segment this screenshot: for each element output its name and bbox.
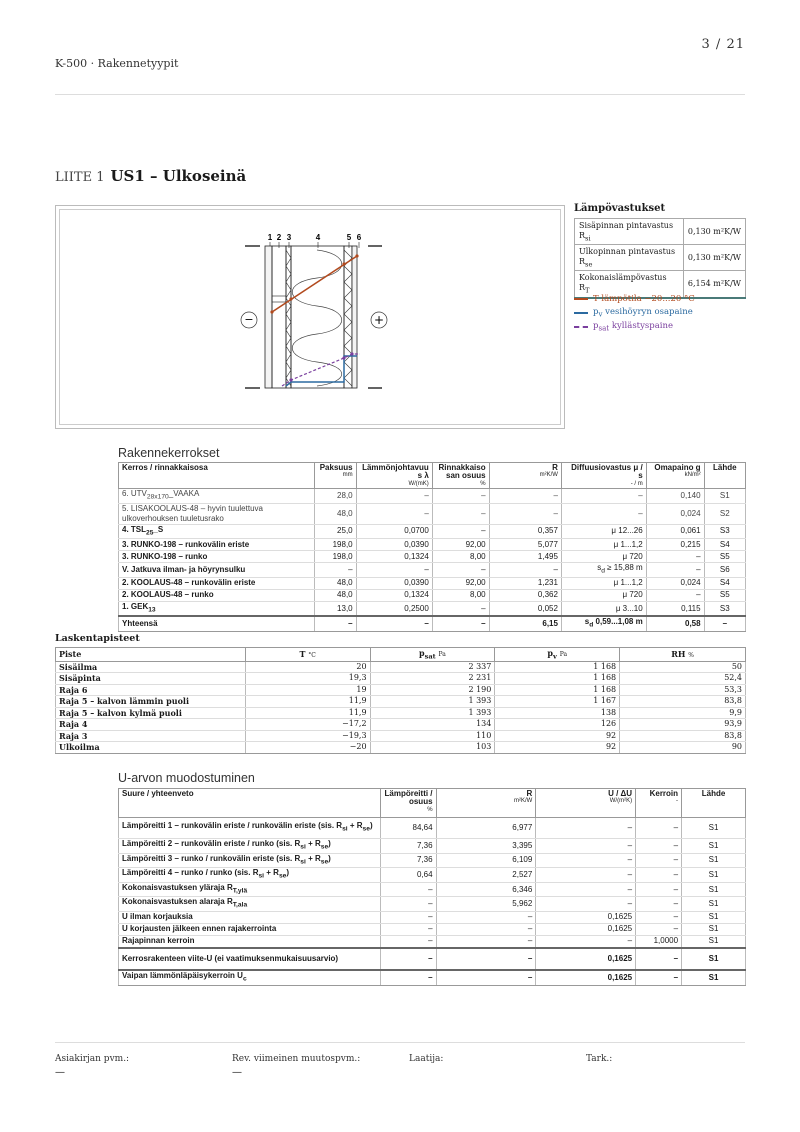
layer-row	[119, 577, 746, 589]
col-r: R m²K/W	[489, 463, 561, 489]
u-value: –	[536, 897, 636, 912]
layer-share: –	[432, 524, 489, 539]
layer-share: –	[432, 616, 489, 631]
calc-temp: −19,3	[245, 730, 370, 742]
calc-temp: −20	[245, 742, 370, 754]
layer-thickness: 28,0	[315, 489, 356, 504]
layer-diffusion: $s_d$ 0,59...1,08 m	[561, 616, 646, 631]
layer-share: 8,00	[432, 551, 489, 563]
col-coefficient: Kerroin -	[636, 789, 682, 818]
layer-row	[119, 589, 746, 601]
inside-plus-symbol: +	[373, 313, 385, 327]
u-value: 0,1625	[536, 923, 636, 935]
u-source: S1	[682, 948, 746, 970]
wall-diagram-inner-frame	[59, 209, 561, 425]
u-coefficient: –	[636, 923, 682, 935]
legend-swatch-vapour	[574, 312, 588, 314]
u-source: S1	[682, 935, 746, 948]
u-source: S1	[682, 911, 746, 923]
layer-number-4: 4	[315, 233, 321, 242]
u-value-table	[118, 788, 746, 986]
u-source: S1	[682, 818, 746, 839]
layer-row	[119, 563, 746, 578]
layer-source: S1	[704, 489, 745, 504]
u-row	[119, 818, 746, 839]
u-value: –	[536, 868, 636, 883]
col-source: Lähde	[704, 463, 745, 489]
u-path-share: –	[380, 923, 436, 935]
u-coefficient: –	[636, 868, 682, 883]
u-source: S1	[682, 970, 746, 985]
u-row	[119, 923, 746, 935]
u-row	[119, 839, 746, 854]
layer-lambda: –	[356, 503, 432, 524]
u-value: –	[536, 818, 636, 839]
layer-r: 5,077	[489, 539, 561, 551]
insulation-pattern-outer	[344, 250, 352, 386]
layer-thickness: –	[315, 563, 356, 578]
u-r: –	[436, 948, 536, 970]
calc-temp: 11,9	[245, 707, 370, 719]
u-quantity: Rajapinnan kerroin	[119, 935, 381, 948]
calc-point-name: Raja 3	[56, 730, 246, 742]
u-reference-row	[119, 948, 746, 970]
layers-table	[118, 462, 746, 632]
calc-psat: 2 337	[370, 661, 495, 673]
u-path-share: –	[380, 948, 436, 970]
u-quantity: Lämpöreitti 4 – runko / runko (sis. $R_{si} + R_{se}$)	[119, 868, 381, 883]
calc-rh: 90	[620, 742, 746, 754]
layer-share: –	[432, 503, 489, 524]
layer-name: 1. $GEK_{13}$	[119, 601, 315, 616]
calc-pv: 1 168	[495, 673, 620, 685]
footer-revision-label: Rev. viimeinen muutospvm.:	[232, 1054, 361, 1064]
layer-diffusion: μ 3...10	[561, 601, 646, 616]
layer-row	[119, 539, 746, 551]
u-row	[119, 853, 746, 868]
u-quantity: Vaipan lämmönläpäisykerroin $U_c$	[119, 970, 381, 985]
layer-lambda: 0,2500	[356, 601, 432, 616]
calc-temp: 19,3	[245, 673, 370, 685]
u-path-share: –	[380, 882, 436, 897]
layer-row	[119, 524, 746, 539]
u-path-share: 84,64	[380, 818, 436, 839]
layer-source: –	[704, 616, 745, 631]
layer-name: 2. KOOLAUS-48 – runkovälin eriste	[119, 577, 315, 589]
layer-mass: 0,140	[646, 489, 704, 504]
layer-share: 92,00	[432, 577, 489, 589]
layer-mass: 0,024	[646, 503, 704, 524]
layer-thickness: 48,0	[315, 577, 356, 589]
u-source: S1	[682, 868, 746, 883]
layer-row	[119, 551, 746, 563]
u-r: –	[436, 911, 536, 923]
u-value: –	[536, 935, 636, 948]
u-path-share: 0,64	[380, 868, 436, 883]
calc-point-row	[56, 661, 746, 673]
calc-points-title: Laskentapisteet	[55, 633, 140, 644]
resistance-value: 0,130 m²K/W	[683, 245, 745, 271]
layer-number-1: 1	[267, 233, 273, 242]
u-value: –	[536, 839, 636, 854]
u-source: S1	[682, 882, 746, 897]
calc-point-name: Sisäilma	[56, 661, 246, 673]
legend-saturation: $p_{sat}$ kyllästyspaine	[574, 320, 695, 334]
layer-mass: 0,215	[646, 539, 704, 551]
calc-point-row	[56, 673, 746, 685]
u-source: S1	[682, 923, 746, 935]
calc-pv: 126	[495, 719, 620, 731]
layer-diffusion: –	[561, 489, 646, 504]
u-path-share: 7,36	[380, 853, 436, 868]
u-coefficient: –	[636, 839, 682, 854]
layer-diffusion: μ 720	[561, 551, 646, 563]
calc-point-row	[56, 696, 746, 708]
calc-rh: 83,8	[620, 696, 746, 708]
layer-lambda: 0,0390	[356, 539, 432, 551]
calc-point-row	[56, 730, 746, 742]
calc-points-table	[55, 647, 746, 754]
layer-mass: 0,115	[646, 601, 704, 616]
layer-source: S3	[704, 601, 745, 616]
layer-number-2: 2	[276, 233, 282, 242]
layer-source: S3	[704, 524, 745, 539]
u-coefficient: –	[636, 970, 682, 985]
u-coefficient: –	[636, 911, 682, 923]
u-r: 5,962	[436, 897, 536, 912]
resistances-table	[574, 218, 746, 299]
wall-diagram-frame	[55, 205, 565, 429]
layer-diffusion: $s_d \ge 15,88$ m	[561, 563, 646, 578]
calc-pv: 92	[495, 742, 620, 754]
footer-author-label: Laatija:	[409, 1054, 444, 1064]
footer-revision-value: —	[232, 1067, 242, 1078]
layer-lambda: 0,1324	[356, 589, 432, 601]
u-quantity: Lämpöreitti 1 – runkovälin eriste / runkovälin eriste (sis. $R_{si} + R_{se}$)	[119, 818, 381, 839]
layer-total-row	[119, 616, 746, 631]
layer-mass: 0,58	[646, 616, 704, 631]
layer-share: 8,00	[432, 589, 489, 601]
u-r: –	[436, 935, 536, 948]
u-r: –	[436, 923, 536, 935]
layer-number-leaders	[270, 242, 359, 248]
layer-lambda: 0,0390	[356, 577, 432, 589]
u-coefficient: 1,0000	[636, 935, 682, 948]
layer-name: 3. RUNKO-198 – runko	[119, 551, 315, 563]
appendix-title	[55, 167, 246, 185]
layer-share: 92,00	[432, 539, 489, 551]
layer-source: S4	[704, 577, 745, 589]
col-layer: Kerros / rinnakkaisosa	[119, 463, 315, 489]
layer-row	[119, 601, 746, 616]
u-value: 0,1625	[536, 948, 636, 970]
calc-psat: 110	[370, 730, 495, 742]
col-path-share: Lämpöreitti / osuus %	[380, 789, 436, 818]
layer-number-6: 6	[356, 233, 362, 242]
u-quantity: Lämpöreitti 2 – runkovälin eriste / runko (sis. $R_{si} + R_{se}$)	[119, 839, 381, 854]
u-source: S1	[682, 839, 746, 854]
layer-mass: –	[646, 563, 704, 578]
u-path-share: –	[380, 897, 436, 912]
calc-point-name: Raja 4	[56, 719, 246, 731]
calc-rh: 50	[620, 661, 746, 673]
u-value: –	[536, 882, 636, 897]
u-final-row	[119, 970, 746, 985]
layer-name: 6. $UTV_{28x170}\_VAAKA$	[119, 489, 315, 504]
u-quantity: Kerrosrakenteen viite-U (ei vaatimuksenmukaisuusarvio)	[119, 948, 381, 970]
layer-number-3: 3	[286, 233, 292, 242]
layer-diffusion: μ 720	[561, 589, 646, 601]
vapour-pressure-line	[286, 356, 357, 386]
layer-diffusion: μ 1...1,2	[561, 577, 646, 589]
calc-point-name: Raja 5 – kalvon kylmä puoli	[56, 707, 246, 719]
resistance-row	[575, 245, 746, 271]
u-r: 6,977	[436, 818, 536, 839]
layer-mass: 0,061	[646, 524, 704, 539]
u-coefficient: –	[636, 897, 682, 912]
u-row	[119, 882, 746, 897]
layer-source: S2	[704, 503, 745, 524]
layer-number-5: 5	[346, 233, 352, 242]
layer-thickness: 198,0	[315, 539, 356, 551]
col-lambda: Lämmönjohtavuu s λ W/(mK)	[356, 463, 432, 489]
col-point: Piste	[56, 648, 246, 662]
calc-pv: 92	[495, 730, 620, 742]
calc-temp: 11,9	[245, 696, 370, 708]
u-r: 6,346	[436, 882, 536, 897]
outside-minus-symbol: −	[244, 313, 254, 326]
u-coefficient: –	[636, 882, 682, 897]
layer-lambda: –	[356, 489, 432, 504]
u-value: –	[536, 853, 636, 868]
appendix-label: LIITE 1	[55, 170, 105, 185]
layer-share: –	[432, 563, 489, 578]
resistances-title: Lämpövastukset	[574, 203, 666, 214]
col-u: U / ΔU W/(m²K)	[536, 789, 636, 818]
appendix-heading: US1 – Ulkoseinä	[110, 167, 247, 185]
u-quantity: Kokonaisvastuksen yläraja $R_{T,ylä}$	[119, 882, 381, 897]
layer-lambda: –	[356, 563, 432, 578]
calc-temp: 20	[245, 661, 370, 673]
resistance-value: 0,130 m²K/W	[683, 219, 745, 245]
u-row	[119, 897, 746, 912]
calc-temp: −17,2	[245, 719, 370, 731]
calc-rh: 9,9	[620, 707, 746, 719]
calc-header-row	[56, 648, 746, 662]
layer-mass: 0,024	[646, 577, 704, 589]
layer-lambda: 0,1324	[356, 551, 432, 563]
col-rh: RH %	[620, 648, 746, 662]
layer-mass: –	[646, 551, 704, 563]
calc-pv: 1 168	[495, 684, 620, 696]
calc-pv: 138	[495, 707, 620, 719]
insulation-pattern-small	[286, 250, 291, 386]
layer-thickness: 25,0	[315, 524, 356, 539]
calc-rh: 52,4	[620, 673, 746, 685]
u-r: 6,109	[436, 853, 536, 868]
layer-thickness: 198,0	[315, 551, 356, 563]
u-quantity: U ilman korjauksia	[119, 911, 381, 923]
layer-thickness: 48,0	[315, 589, 356, 601]
col-source: Lähde	[682, 789, 746, 818]
u-path-share: –	[380, 935, 436, 948]
layer-r: 6,15	[489, 616, 561, 631]
calc-rh: 83,8	[620, 730, 746, 742]
calc-psat: 2 190	[370, 684, 495, 696]
layer-thickness: 13,0	[315, 601, 356, 616]
layer-row	[119, 503, 746, 524]
col-r: R m²K/W	[436, 789, 536, 818]
layers-section-title: Rakennekerrokset	[118, 446, 220, 460]
layer-r: 1,495	[489, 551, 561, 563]
u-coefficient: –	[636, 818, 682, 839]
layer-diffusion: –	[561, 503, 646, 524]
layer-r: –	[489, 503, 561, 524]
col-temp: T °C	[245, 648, 370, 662]
calc-pv: 1 168	[495, 661, 620, 673]
resistance-value: 6,154 m²K/W	[683, 271, 745, 298]
layer-thickness: 48,0	[315, 503, 356, 524]
calc-psat: 134	[370, 719, 495, 731]
col-quantity: Suure / yhteenveto	[119, 789, 381, 818]
u-quantity: U korjausten jälkeen ennen rajakerrointa	[119, 923, 381, 935]
calc-point-row	[56, 719, 746, 731]
layer-diffusion: μ 1...1,2	[561, 539, 646, 551]
layer-diffusion: μ 12...26	[561, 524, 646, 539]
footer-date-label: Asiakirjan pvm.:	[55, 1054, 130, 1064]
resistance-row	[575, 219, 746, 245]
col-psat: $p_{sat}$ Pa	[370, 648, 495, 662]
layer-r: –	[489, 563, 561, 578]
u-source: S1	[682, 897, 746, 912]
u-header-row	[119, 789, 746, 818]
footer-checker-label: Tark.:	[586, 1054, 613, 1064]
layer-share: –	[432, 489, 489, 504]
layer-source: S6	[704, 563, 745, 578]
u-quantity: Lämpöreitti 3 – runko / runkovälin eriste (sis. $R_{si} + R_{se}$)	[119, 853, 381, 868]
calc-point-name: Ulkoilma	[56, 742, 246, 754]
saturation-pressure-line	[282, 354, 360, 386]
u-value: 0,1625	[536, 911, 636, 923]
u-value-section-title: U-arvon muodostuminen	[118, 771, 255, 785]
u-r: 3,395	[436, 839, 536, 854]
layer-name: 4. $TSL_{25}\_S$	[119, 524, 315, 539]
legend-swatch-temperature	[574, 298, 588, 300]
u-path-share: –	[380, 970, 436, 985]
layer-r: 0,052	[489, 601, 561, 616]
layer-source: S5	[704, 551, 745, 563]
layers-header-row	[119, 463, 746, 489]
calc-point-name: Raja 5 – kalvon lämmin puoli	[56, 696, 246, 708]
u-quantity: Kokonaisvastuksen alaraja $R_{T,ala}$	[119, 897, 381, 912]
layer-thickness: –	[315, 616, 356, 631]
calc-point-row	[56, 684, 746, 696]
layer-mass: –	[646, 589, 704, 601]
calc-psat: 1 393	[370, 696, 495, 708]
u-r: 2,527	[436, 868, 536, 883]
layer-source: S5	[704, 589, 745, 601]
footer-date-value: —	[55, 1067, 65, 1078]
layer-r: 1,231	[489, 577, 561, 589]
layer-source: S4	[704, 539, 745, 551]
layer-lambda: 0,0700	[356, 524, 432, 539]
footer-divider	[55, 1042, 745, 1043]
diagram-legend	[574, 292, 695, 334]
u-coefficient: –	[636, 948, 682, 970]
page-number: 3 / 21	[701, 37, 745, 52]
resistance-label: Ulkopinnan pintavastus $R_{se}$	[575, 245, 684, 271]
header-divider	[55, 94, 745, 95]
calc-rh: 53,3	[620, 684, 746, 696]
layer-name: 5. LISAKOOLAUS-48 – hyvin tuulettuva ulkoverhouksen tuuletusrako	[119, 503, 315, 524]
resistance-label: Sisäpinnan pintavastus $R_{si}$	[575, 219, 684, 245]
col-mass: Omapaino g kN/m²	[646, 463, 704, 489]
layer-share: –	[432, 601, 489, 616]
layer-name: 2. KOOLAUS-48 – runko	[119, 589, 315, 601]
calc-pv: 1 167	[495, 696, 620, 708]
u-path-share: 7,36	[380, 839, 436, 854]
legend-temperature: T lämpötila −20...20 °C	[574, 292, 695, 306]
calc-psat: 1 393	[370, 707, 495, 719]
calc-point-row	[56, 742, 746, 754]
calc-temp: 19	[245, 684, 370, 696]
u-value: 0,1625	[536, 970, 636, 985]
u-row	[119, 911, 746, 923]
u-row	[119, 935, 746, 948]
calc-psat: 103	[370, 742, 495, 754]
layer-r: 0,362	[489, 589, 561, 601]
u-path-share: –	[380, 911, 436, 923]
u-coefficient: –	[636, 853, 682, 868]
u-r: –	[436, 970, 536, 985]
layer-row	[119, 489, 746, 504]
calc-point-name: Sisäpinta	[56, 673, 246, 685]
col-parallel-share: Rinnakkaiso san osuus %	[432, 463, 489, 489]
layer-name: Yhteensä	[119, 616, 315, 631]
col-thickness: Paksuus mm	[315, 463, 356, 489]
stud-detail	[272, 296, 286, 302]
calc-point-row	[56, 707, 746, 719]
resistance-label: Kokonaislämpövastus $R_T$	[575, 271, 684, 298]
calc-psat: 2 231	[370, 673, 495, 685]
u-row	[119, 868, 746, 883]
document-id: K-500 · Rakennetyypit	[55, 57, 179, 70]
layer-name: V. Jatkuva ilman- ja höyrynsulku	[119, 563, 315, 578]
calc-point-name: Raja 6	[56, 684, 246, 696]
u-source: S1	[682, 853, 746, 868]
layer-r: 0,357	[489, 524, 561, 539]
calc-rh: 93,9	[620, 719, 746, 731]
wall-layers	[265, 246, 357, 388]
layer-name: 3. RUNKO-198 – runkovälin eriste	[119, 539, 315, 551]
layer-r: –	[489, 489, 561, 504]
col-pv: $p_v$ Pa	[495, 648, 620, 662]
wall-section-diagram	[60, 210, 560, 424]
col-diffusion: Diffuusiovastus μ / s - / m	[561, 463, 646, 489]
layer-lambda: –	[356, 616, 432, 631]
legend-vapour: $p_v$ vesihöyryn osapaine	[574, 306, 695, 320]
legend-swatch-saturation	[574, 326, 588, 328]
